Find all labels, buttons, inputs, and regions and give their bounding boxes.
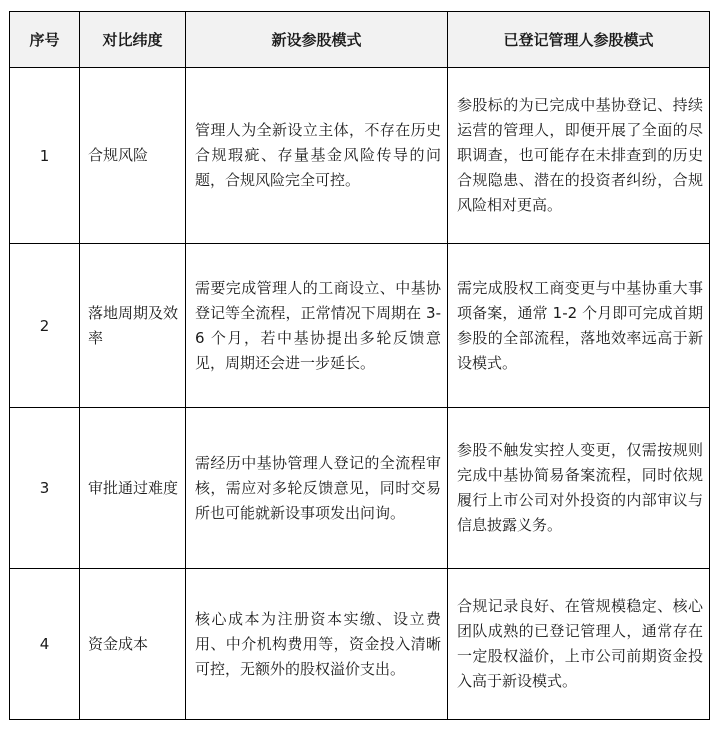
row-registered-mode: 参股不触发实控人变更，仅需按规则完成中基协简易备案流程，同时依规履行上市公司对外投资的内部审议与信息披露义务。 [448,408,710,569]
header-registered-mode: 已登记管理人参股模式 [448,12,710,68]
row-new-mode: 需经历中基协管理人登记的全流程审核，需应对多轮反馈意见，同时交易所也可能就新设事项发出问询。 [186,408,448,569]
row-registered-mode: 需完成股权工商变更与中基协重大事项备案，通常 1-2 个月即可完成首期参股的全部流程，落地效率远高于新设模式。 [448,244,710,408]
row-new-mode: 管理人为全新设立主体，不存在历史合规瑕疵、存量基金风险传导的问题，合规风险完全可控。 [186,68,448,244]
row-number: 4 [10,569,80,720]
row-number: 3 [10,408,80,569]
table-row [10,244,710,408]
row-registered-mode: 合规记录良好、在管规模稳定、核心团队成熟的已登记管理人，通常存在一定股权溢价，上市公司前期资金投入高于新设模式。 [448,569,710,720]
table-row [10,408,710,569]
header-dimension: 对比纬度 [80,12,186,68]
row-registered-mode: 参股标的为已完成中基协登记、持续运营的管理人，即便开展了全面的尽职调查，也可能存在未排查到的历史合规隐患、潜在的投资者纠纷，合规风险相对更高。 [448,68,710,244]
row-dimension: 资金成本 [80,569,186,720]
table-row [10,68,710,244]
table-header-row [10,12,710,68]
header-no: 序号 [10,12,80,68]
row-number: 1 [10,68,80,244]
comparison-table [9,11,710,720]
row-new-mode: 需要完成管理人的工商设立、中基协登记等全流程，正常情况下周期在 3-6 个月，若中基协提出多轮反馈意见，周期还会进一步延长。 [186,244,448,408]
table-row [10,569,710,720]
row-dimension: 合规风险 [80,68,186,244]
row-new-mode: 核心成本为注册资本实缴、设立费用、中介机构费用等，资金投入清晰可控，无额外的股权溢价支出。 [186,569,448,720]
row-dimension: 审批通过难度 [80,408,186,569]
row-dimension: 落地周期及效率 [80,244,186,408]
header-new-mode: 新设参股模式 [186,12,448,68]
row-number: 2 [10,244,80,408]
